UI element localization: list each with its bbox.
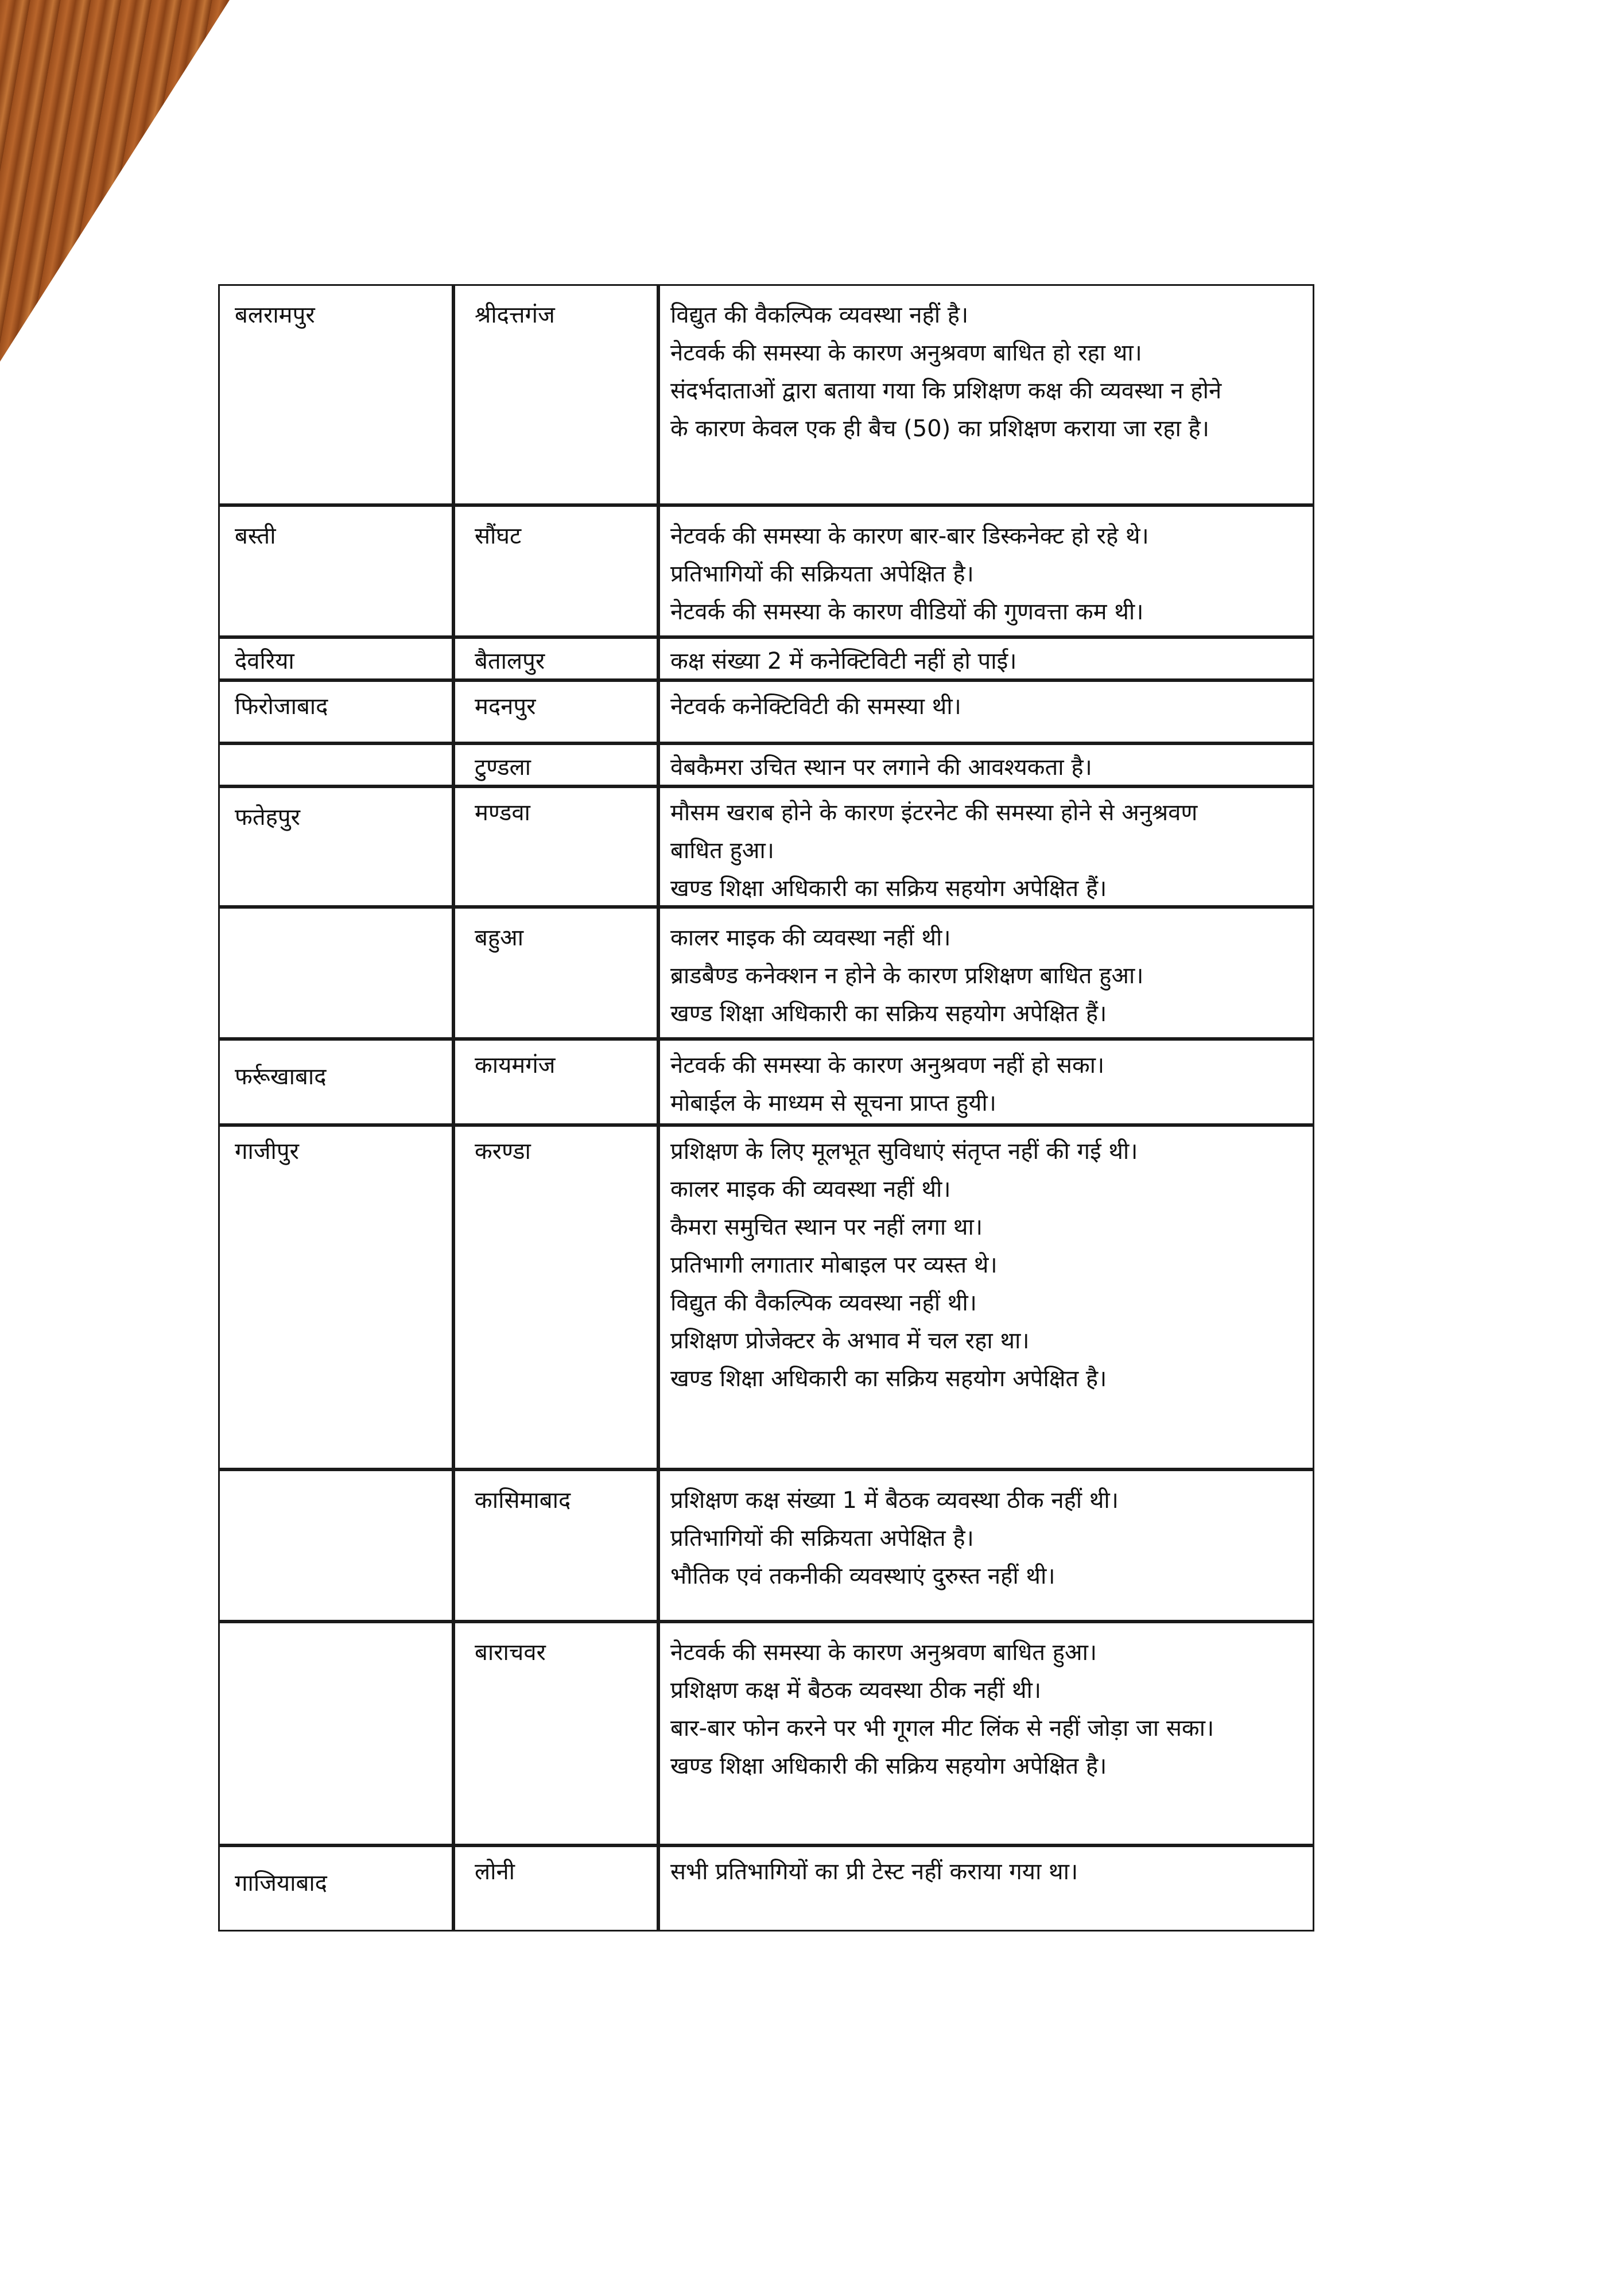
remark-line: मोबाईल के माध्यम से सूचना प्राप्त हुयी। bbox=[670, 1090, 996, 1116]
district-cell: फर्रूखाबाद bbox=[218, 1039, 453, 1125]
remark-line: भौतिक एवं तकनीकी व्यवस्थाएं दुरुस्त नहीं थी। bbox=[670, 1563, 1056, 1589]
district-cell: फतेहपुर bbox=[218, 786, 453, 907]
table-row bbox=[218, 284, 1314, 505]
remark-line: कक्ष संख्या 2 में कनेक्टिविटी नहीं हो पाई। bbox=[670, 648, 1017, 674]
district-cell bbox=[218, 743, 453, 786]
block-cell: मण्डवा bbox=[453, 786, 658, 907]
table-row bbox=[218, 1125, 1314, 1469]
remark-line: बाधित हुआ। bbox=[670, 837, 774, 864]
remarks-cell bbox=[658, 1125, 1314, 1469]
table-row bbox=[218, 680, 1314, 743]
remark-line: प्रतिभागियों की सक्रियता अपेक्षित है। bbox=[670, 561, 974, 587]
district-cell bbox=[218, 1469, 453, 1622]
table-row bbox=[218, 1039, 1314, 1125]
remark-line: प्रशिक्षण प्रोजेक्टर के अभाव में चल रहा था। bbox=[670, 1328, 1030, 1354]
block-cell: कायमगंज bbox=[453, 1039, 658, 1125]
table-row bbox=[218, 786, 1314, 907]
remarks-cell bbox=[658, 1039, 1314, 1125]
district-cell: गाजीपुर bbox=[218, 1125, 453, 1469]
remarks-cell bbox=[658, 505, 1314, 637]
remark-line: कैमरा समुचित स्थान पर नहीं लगा था। bbox=[670, 1214, 983, 1240]
remarks-cell bbox=[658, 907, 1314, 1039]
block-cell: बाराचवर bbox=[453, 1622, 658, 1845]
district-cell: देवरिया bbox=[218, 637, 453, 680]
remark-line: सभी प्रतिभागियों का प्री टेस्ट नहीं कराया गया था। bbox=[670, 1859, 1078, 1885]
remark-line: नेटवर्क की समस्या के कारण अनुश्रवण बाधित हुआ। bbox=[670, 1639, 1097, 1666]
remarks-cell bbox=[658, 284, 1314, 505]
remark-line: ब्राडबैण्ड कनेक्शन न होने के कारण प्रशिक्षण बाधित हुआ। bbox=[670, 963, 1144, 989]
remark-line: खण्ड शिक्षा अधिकारी का सक्रिय सहयोग अपेक्षित है। bbox=[670, 1366, 1107, 1392]
table-row bbox=[218, 1845, 1314, 1932]
table-row bbox=[218, 637, 1314, 680]
remarks-cell bbox=[658, 1845, 1314, 1932]
remark-line: नेटवर्क कनेक्टिविटी की समस्या थी। bbox=[670, 693, 961, 720]
block-cell: बहुआ bbox=[453, 907, 658, 1039]
remark-line: वेबकैमरा उचित स्थान पर लगाने की आवश्यकता है। bbox=[670, 754, 1092, 781]
table-row bbox=[218, 505, 1314, 637]
remark-line: मौसम खराब होने के कारण इंटरनेट की समस्या होने से अनुश्रवण bbox=[670, 800, 1198, 826]
block-cell: सौंघट bbox=[453, 505, 658, 637]
district-cell bbox=[218, 907, 453, 1039]
remark-line: विद्युत की वैकल्पिक व्यवस्था नहीं है। bbox=[670, 302, 969, 328]
remark-line: प्रशिक्षण कक्ष में बैठक व्यवस्था ठीक नहीं थी। bbox=[670, 1677, 1042, 1704]
remark-line: प्रतिभागियों की सक्रियता अपेक्षित है। bbox=[670, 1525, 974, 1552]
remark-line: खण्ड शिक्षा अधिकारी का सक्रिय सहयोग अपेक्षित हैं। bbox=[670, 1000, 1107, 1027]
remarks-cell bbox=[658, 1622, 1314, 1845]
remark-line: नेटवर्क की समस्या के कारण अनुश्रवण नहीं हो सका। bbox=[670, 1052, 1105, 1079]
remark-line: प्रतिभागी लगातार मोबाइल पर व्यस्त थे। bbox=[670, 1252, 998, 1278]
block-cell: लोनी bbox=[453, 1845, 658, 1932]
inspection-remarks-table bbox=[218, 284, 1314, 1896]
block-cell: मदनपुर bbox=[453, 680, 658, 743]
remark-line: नेटवर्क की समस्या के कारण बार-बार डिस्कनेक्ट हो रहे थे। bbox=[670, 523, 1149, 549]
table-row bbox=[218, 1469, 1314, 1622]
remark-line: विद्युत की वैकल्पिक व्यवस्था नहीं थी। bbox=[670, 1290, 977, 1316]
district-cell bbox=[218, 1622, 453, 1845]
remark-line: कालर माइक की व्यवस्था नहीं थी। bbox=[670, 925, 951, 951]
remark-line: प्रशिक्षण कक्ष संख्या 1 में बैठक व्यवस्था ठीक नहीं थी। bbox=[670, 1487, 1119, 1514]
table-row bbox=[218, 1622, 1314, 1845]
remark-line: नेटवर्क की समस्या के कारण वीडियों की गुणवत्ता कम थी। bbox=[670, 599, 1144, 625]
wooden-desk-corner bbox=[0, 0, 241, 367]
remark-line: बार-बार फोन करने पर भी गूगल मीट लिंक से नहीं जोड़ा जा सका। bbox=[670, 1715, 1214, 1742]
district-cell: गाजियाबाद bbox=[218, 1845, 453, 1932]
remarks-cell bbox=[658, 1469, 1314, 1622]
remarks-cell bbox=[658, 786, 1314, 907]
district-cell: बस्ती bbox=[218, 505, 453, 637]
remark-line: नेटवर्क की समस्या के कारण अनुश्रवण बाधित हो रहा था। bbox=[670, 340, 1142, 366]
block-cell: बैतालपुर bbox=[453, 637, 658, 680]
table-row bbox=[218, 743, 1314, 786]
block-cell: करण्डा bbox=[453, 1125, 658, 1469]
district-cell: बलरामपुर bbox=[218, 284, 453, 505]
remarks-cell bbox=[658, 743, 1314, 786]
remark-line: खण्ड शिक्षा अधिकारी की सक्रिय सहयोग अपेक्षित है। bbox=[670, 1753, 1107, 1779]
district-cell: फिरोजाबाद bbox=[218, 680, 453, 743]
block-cell: टुण्डला bbox=[453, 743, 658, 786]
remarks-cell bbox=[658, 637, 1314, 680]
table-row bbox=[218, 907, 1314, 1039]
remark-line: प्रशिक्षण के लिए मूलभूत सुविधाएं संतृप्त नहीं की गई थी। bbox=[670, 1138, 1138, 1165]
remark-line: संदर्भदाताओं द्वारा बताया गया कि प्रशिक्षण कक्ष की व्यवस्था न होने bbox=[670, 378, 1222, 404]
remark-line: के कारण केवल एक ही बैच (50) का प्रशिक्षण कराया जा रहा है। bbox=[670, 416, 1209, 442]
remarks-cell bbox=[658, 680, 1314, 743]
remark-line: कालर माइक की व्यवस्था नहीं थी। bbox=[670, 1176, 951, 1203]
remark-line: खण्ड शिक्षा अधिकारी का सक्रिय सहयोग अपेक्षित हैं। bbox=[670, 875, 1107, 902]
block-cell: श्रीदत्तगंज bbox=[453, 284, 658, 505]
block-cell: कासिमाबाद bbox=[453, 1469, 658, 1622]
